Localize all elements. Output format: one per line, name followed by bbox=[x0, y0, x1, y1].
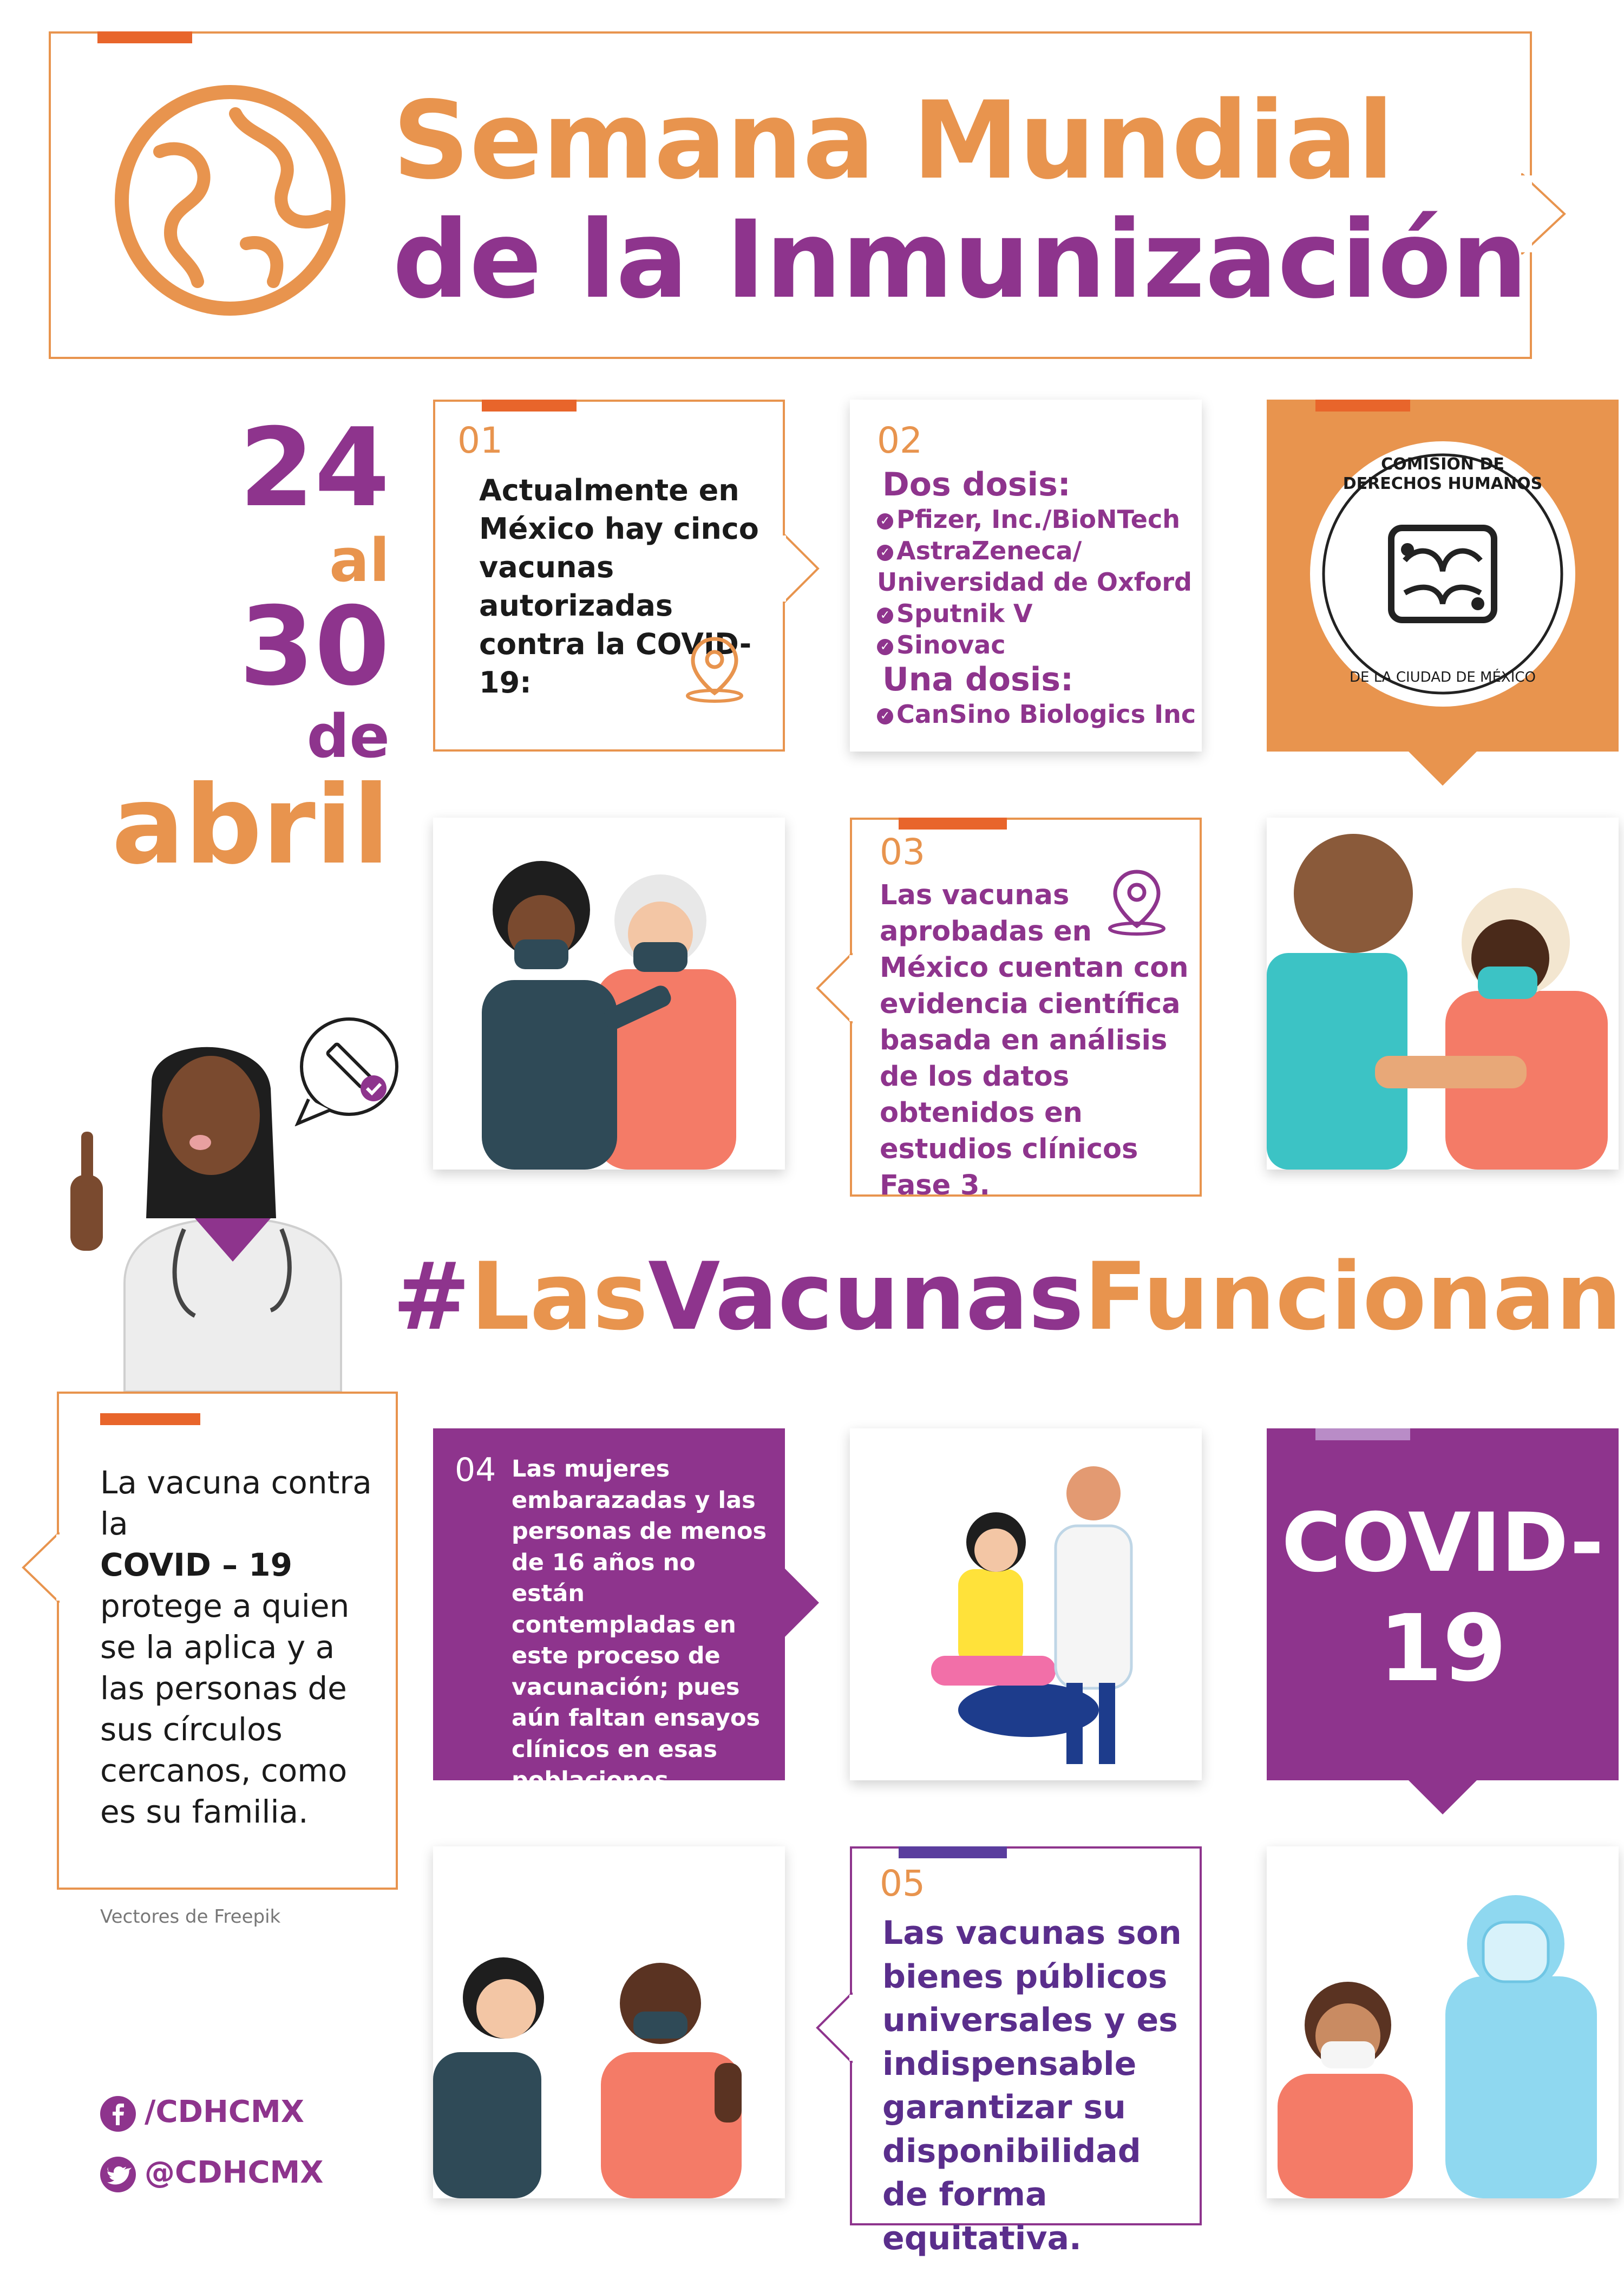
card-02-one-dose-list bbox=[877, 698, 1196, 730]
card-03-text: Las vacunas aprobadas en México cuentan con evidencia científica basada en análisis de los datos obtenidos en estudios clínicos Fase 3. bbox=[880, 879, 1189, 1201]
card-04-arrow bbox=[784, 1568, 822, 1638]
covid-box-line2: 19 bbox=[1378, 1595, 1507, 1702]
card-02-two-doses-list bbox=[877, 504, 1196, 661]
card-05-arrow-notch bbox=[815, 1993, 853, 2063]
card-01-accent-bar bbox=[482, 400, 577, 412]
vaccine-item: ✓ CanSino Biologics Inc bbox=[877, 698, 1196, 730]
nurse-woman-illustration-icon bbox=[1267, 818, 1619, 1170]
card-03-arrow-notch bbox=[815, 953, 853, 1023]
social-twitter[interactable]: @CDHCMX bbox=[100, 2155, 323, 2192]
card-05-text: Las vacunas son bienes públicos universales y es indispensable garantizar su disponibilidad de forma equitativa. bbox=[882, 1914, 1182, 2257]
card-02-one-dose-title: Una dosis: bbox=[882, 661, 1073, 698]
protect-card-arrow-notch bbox=[21, 1532, 60, 1603]
card-01-number: 01 bbox=[457, 420, 503, 461]
header-arrow-notch bbox=[1521, 173, 1575, 254]
cdhcm-logo-top-text: COMISIÓN DE DERECHOS HUMANOS bbox=[1343, 455, 1543, 493]
card-03-number: 03 bbox=[880, 831, 925, 873]
card-05-accent-bar bbox=[899, 1846, 1007, 1858]
vaccine-item: ✓ Sputnik V bbox=[877, 598, 1196, 629]
date-end: 30 bbox=[239, 584, 390, 710]
twitter-icon bbox=[100, 2157, 136, 2192]
card-02-two-doses-title: Dos dosis: bbox=[882, 466, 1071, 504]
card-04-text: Las mujeres embarazadas y las personas de menos de 16 años no están contempladas en este proceso de vacunación; pues aún faltan ensayos clínicos en esas poblaciones. bbox=[512, 1455, 767, 1794]
page-title-line1: Semana Mundial bbox=[392, 78, 1394, 203]
globe-icon bbox=[111, 81, 349, 319]
page-title-line2: de la Inmunización bbox=[392, 197, 1528, 322]
check-icon: ✓ bbox=[877, 513, 893, 530]
nurse-man-illustration-icon bbox=[433, 1846, 785, 2198]
location-pin-icon bbox=[682, 634, 747, 704]
vaccine-item: ✓ Pfizer, Inc./BioNTech bbox=[877, 504, 1196, 535]
check-icon: ✓ bbox=[877, 608, 893, 624]
vaccine-speech-bubble-icon bbox=[287, 1013, 411, 1126]
protect-card-text: La vacuna contra la COVID – 19 protege a quien se la aplica y a las personas de sus círculos cercanos, como es su familia. bbox=[100, 1464, 372, 1830]
illustration-nurse-vaccinating-elder bbox=[433, 818, 785, 1170]
check-icon: ✓ bbox=[877, 639, 893, 655]
card-01-text: Actualmente en México hay cinco vacunas autorizadas contra la COVID-19: bbox=[479, 473, 759, 700]
facebook-icon bbox=[100, 2096, 136, 2132]
illustration-medic-vaccinating-boy bbox=[1267, 1846, 1619, 2198]
seated-vaccination-illustration-icon bbox=[850, 1428, 1202, 1780]
credit-text: Vectores de Freepik bbox=[100, 1906, 281, 1928]
card-05-number: 05 bbox=[880, 1863, 925, 1904]
date-month: abril bbox=[112, 762, 390, 889]
card-04-number: 04 bbox=[455, 1451, 496, 1489]
check-icon: ✓ bbox=[877, 545, 893, 561]
card-01-arrow-notch bbox=[783, 533, 821, 604]
logo-box-arrow bbox=[1407, 750, 1478, 788]
covid-box-accent-bar bbox=[1315, 1428, 1410, 1440]
card-03-accent-bar bbox=[899, 818, 1007, 830]
medic-boy-illustration-icon bbox=[1267, 1846, 1619, 2198]
header-accent-bar bbox=[97, 31, 192, 43]
vaccine-item: ✓ Sinovac bbox=[877, 629, 1196, 661]
nurse-elder-illustration-icon bbox=[433, 818, 785, 1170]
date-start: 24 bbox=[239, 405, 390, 531]
logo-box-accent-bar bbox=[1315, 400, 1410, 412]
protect-card-accent-bar bbox=[100, 1413, 200, 1425]
check-icon: ✓ bbox=[877, 708, 893, 724]
illustration-nurse-vaccinating-man bbox=[433, 1846, 785, 2198]
date-sep-de: de bbox=[306, 702, 390, 771]
covid-box-arrow bbox=[1407, 1779, 1478, 1817]
covid-box-line1: COVID- bbox=[1281, 1496, 1604, 1590]
illustration-doctor-vaccinating-seated bbox=[850, 1428, 1202, 1780]
card-02-number: 02 bbox=[877, 420, 922, 461]
illustration-nurse-vaccinating-woman bbox=[1267, 818, 1619, 1170]
social-facebook[interactable]: /CDHCMX bbox=[100, 2094, 304, 2132]
vaccine-item: ✓ AstraZeneca/ Universidad de Oxford bbox=[877, 536, 1192, 597]
date-sep-al: al bbox=[329, 526, 390, 595]
cdhcm-logo-bottom-text: DE LA CIUDAD DE MÉXICO bbox=[1349, 669, 1536, 685]
hashtag-las-vacunas-funcionan: #LasVacunasFuncionan bbox=[392, 1242, 1622, 1351]
